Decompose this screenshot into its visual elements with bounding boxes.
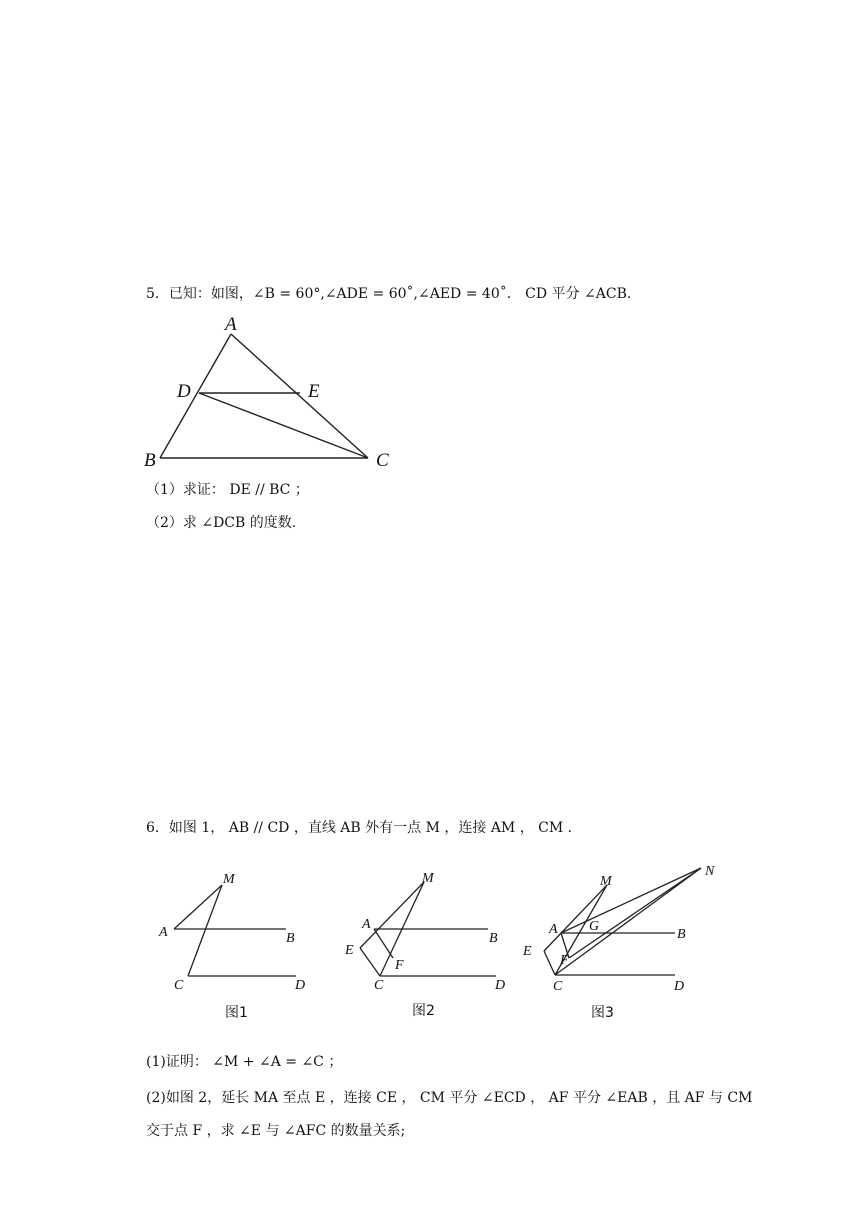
fig2-label-a: A <box>362 917 371 932</box>
problem6-figure1 <box>150 860 320 1020</box>
label-c: C <box>376 450 389 471</box>
segment-dc <box>199 393 368 458</box>
fig3-caption: 图3 <box>591 1005 614 1020</box>
problem6-part1: (1)证明： ∠M + ∠A = ∠C ； <box>146 1054 343 1070</box>
fig3-label-d: D <box>674 979 685 994</box>
fig1-label-a: A <box>159 925 168 940</box>
fig3-label-g: G <box>589 919 600 934</box>
fig1-label-m: M <box>223 872 235 887</box>
fig2-label-m: M <box>422 871 434 886</box>
segment-ec <box>544 951 555 975</box>
fig1-label-c: C <box>174 978 184 993</box>
problem5-figure <box>140 310 410 475</box>
problem5-statement: 5．已知：如图，∠B = 60°,∠ADE = 60˚,∠AED = 40˚． CD 平分 ∠ACB． <box>146 286 641 302</box>
label-d: D <box>177 381 191 402</box>
segment-mc <box>188 885 222 976</box>
fig3-label-n: N <box>705 864 715 879</box>
label-e: E <box>308 381 320 402</box>
fig3-label-f: F <box>560 953 569 968</box>
fig1-label-d: D <box>295 978 306 993</box>
fig1-caption: 图1 <box>225 1005 248 1020</box>
segment-af <box>374 929 393 958</box>
problem5-part1: （1）求证： DE // BC ； <box>146 482 309 498</box>
fig2-label-b: B <box>489 931 498 946</box>
fig3-label-c: C <box>553 979 563 994</box>
fig1-label-b: B <box>286 931 295 946</box>
problem6-part2-line1: (2)如图 2，延长 MA 至点 E ，连接 CE ， CM 平分 ∠ECD ， AF 平分 ∠EAB ，且 AF 与 CM <box>146 1090 753 1106</box>
segment-cn <box>555 868 701 975</box>
problem6-figure3 <box>515 855 730 1020</box>
fig2-label-e: E <box>345 943 354 958</box>
fig2-label-f: F <box>395 958 404 973</box>
segment-an <box>561 868 701 933</box>
segment-me <box>544 885 607 951</box>
segment-ab <box>160 334 231 458</box>
segment-me <box>360 882 424 948</box>
segment-fn <box>569 868 701 958</box>
problem6-statement: 6．如图 1， AB // CD ，直线 AB 外有一点 M ，连接 AM ， CM ． <box>146 820 582 836</box>
fig3-label-e: E <box>523 944 532 959</box>
segment-ac <box>231 334 368 458</box>
fig2-caption: 图2 <box>412 1003 435 1019</box>
problem6-part2-line2: 交于点 F ，求 ∠E 与 ∠AFC 的数量关系; <box>146 1123 406 1139</box>
fig3-label-m: M <box>600 874 612 889</box>
fig3-label-a: A <box>549 922 558 937</box>
segment-ec <box>360 948 380 976</box>
fig2-label-d: D <box>495 978 506 993</box>
label-a: A <box>225 314 237 335</box>
label-b: B <box>144 450 156 471</box>
problem5-part2: （2）求 ∠DCB 的度数. <box>146 515 297 531</box>
fig2-label-c: C <box>374 978 384 993</box>
segment-am <box>174 885 222 929</box>
fig3-label-b: B <box>677 927 686 942</box>
problem6-figure2 <box>338 860 518 1020</box>
